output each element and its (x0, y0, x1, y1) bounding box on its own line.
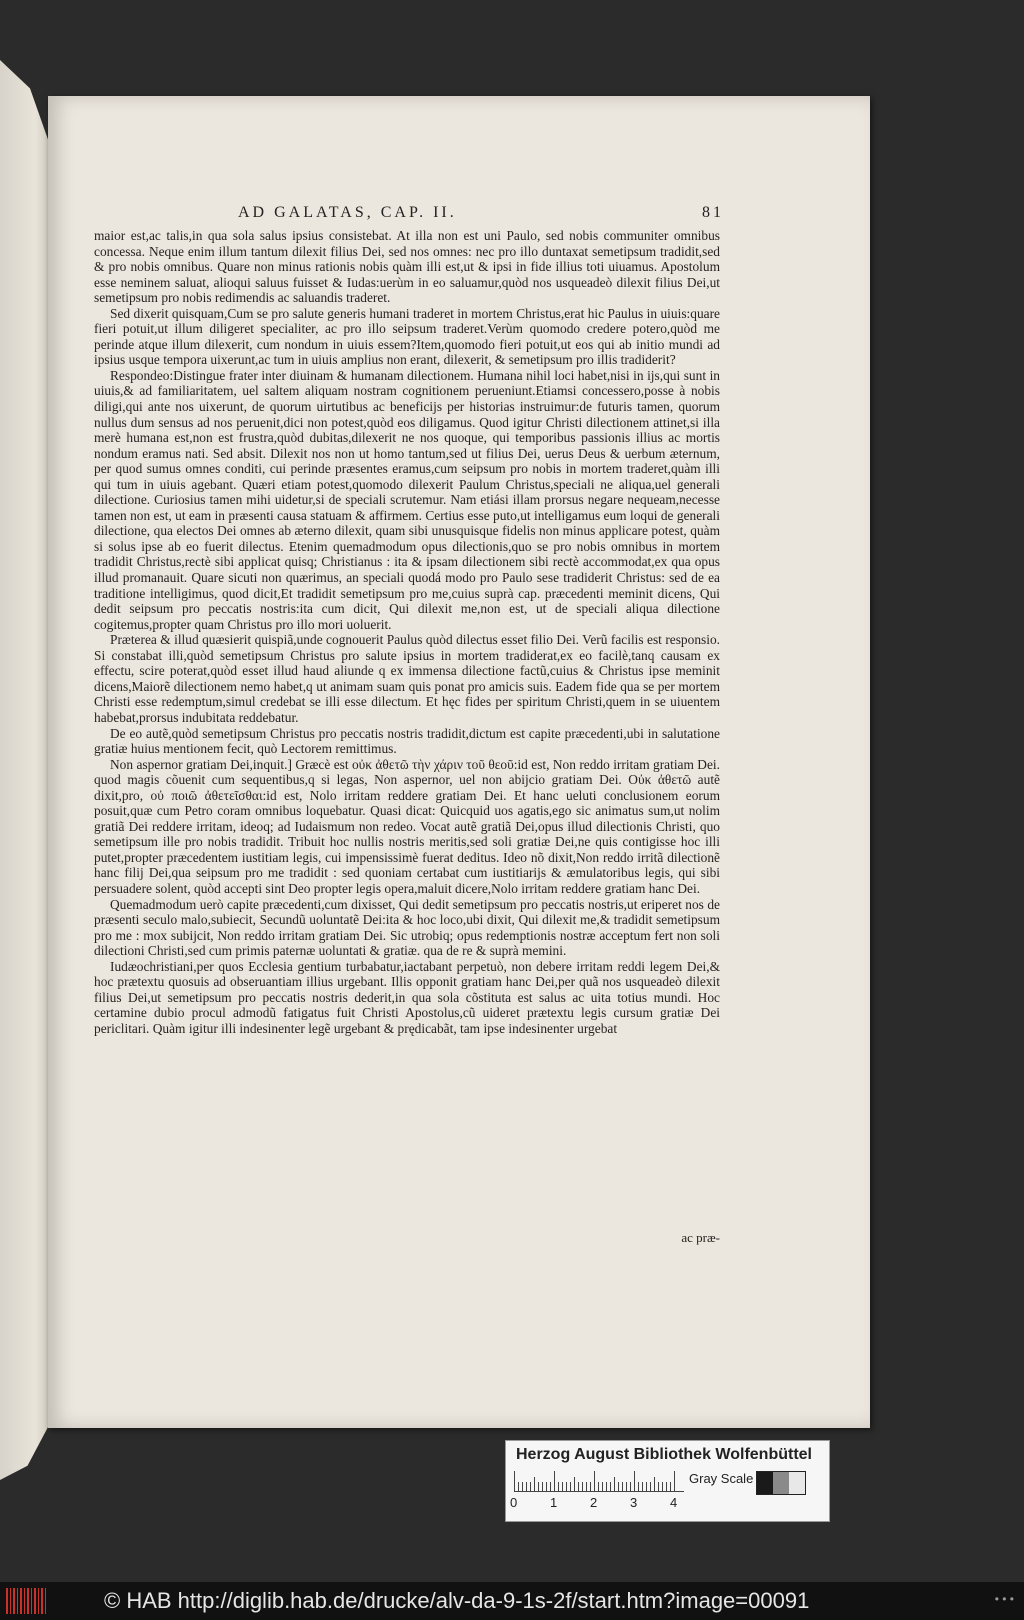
copyright-url[interactable]: © HAB http://diglib.hab.de/drucke/alv-da-9-1s-2f/start.htm?image=00091 (104, 1588, 810, 1613)
ruler-tick (658, 1482, 659, 1491)
ruler-tick (602, 1482, 603, 1491)
ruler-tick (670, 1482, 671, 1491)
ruler-tick (626, 1482, 627, 1491)
ruler-tick (518, 1482, 519, 1491)
footer-dots: • • • (994, 1592, 1014, 1606)
gray-scale-label: Gray Scale (689, 1471, 754, 1486)
footer-bar (0, 1582, 1024, 1620)
ruler-tick (666, 1482, 667, 1491)
ruler-tick (562, 1482, 563, 1491)
ruler-tick (514, 1471, 515, 1491)
paragraph: Non aspernor gratiam Dei,inquit.] Græcè est οὐκ ἀθετῶ τὴν χάριν τοῦ θεοῦ:id est, Non reddo irritam gratiam Dei. quod magis cõuenit cum sequentibus,q si legas, Non aspernor, uel non abijcio gratiam Dei. Οὐκ ἀθετῶ autẽ dixit,pro, οὐ ποιῶ ἀθετεῖσθαι:id est, Nolo irritam reddere gratiam Dei. Et hanc ueluti conclusionem eorum posuit,quæ cum Petro coram omnibus loquebatur. Quasi dicat: Quicquid uos agatis,ego sic animatus sum,ut nolim gratiã Dei reddere irritam, ideoq; ad Iudaismum non redeo. Vocat autẽ gratiã Dei,opus illud dilectionis Christi, quo semetipsum ille pro nobis tradidit. Tribuit hoc nullis nostris meritis,sed soli gratiæ Dei,ne quis contigisse hoc illi putet,propter præcedentem iustitiam legis, cui impensissimè fuerat deditus. Ideo nõ dixit,Non reddo irritã dilectionẽ hanc filij Dei,qua seipsum pro me tradidit : sed quoniam certabat cum iustitiarijs & æmulatoribus legis, qui sibi persuadere solent, quòd accepti sint Deo propter legis opera,maluit dicere,Nolo irritam reddere gratiam hanc Dei. (94, 756, 720, 896)
paragraph: Quemadmodum uerò capite præcedenti,cum dixisset, Qui dedit semetipsum pro peccatis nostris,ut eriperet nos de præsenti seculo malo,subiecit, Secundũ uoluntatẽ Dei:ita & hoc loco,ubi dixit, Qui dilexit me,& tradidit semetipsum pro me : mox subijcit, Non reddo irritam gratiam Dei. Sic utrobiq; opus redemptionis nostræ acceptum fert non soli dilectioni Christi,sed cum primis paternæ uoluntati & gratiæ. qua de re & suprà memini. (94, 896, 720, 959)
ruler-tick (526, 1482, 527, 1491)
paragraph: maior est,ac talis,in qua sola salus ipsius consistebat. At illa non est uni Paulo, sed nobis communiter omnibus concessa. Neque enim illum tantum dilexit filius Dei, sed nos omnes: nec pro illo duntaxat semetipsum tradidit,sed & pro nobis omnibus. Quare non minus rationis nobis quàm illi est,ut & ipsi in fide illius toti uiuamus. Apostolum esse neminem saluat, alioqui saluus fuisset & Iudas:uerùm in eo saluamur,quòd nos usqueadeò dilexit filius Dei,ut semetipsum pro nobis redimendis ac saluandis traderet. (94, 228, 720, 306)
ruler-tick (674, 1471, 675, 1491)
ruler-tick (642, 1482, 643, 1491)
ruler-tick (530, 1482, 531, 1491)
ruler-number: 1 (550, 1495, 558, 1510)
library-name: Herzog August Bibliothek Wolfenbüttel (516, 1446, 812, 1463)
ruler-tick (534, 1477, 535, 1491)
ruler-tick (610, 1482, 611, 1491)
paragraph: De eo autẽ,quòd semetipsum Christus pro peccatis nostris tradidit,dictum est capite præcedenti,ubi in salutatione gratiæ huius mentionem fecit, quò Lectorem remittimus. (94, 725, 720, 757)
ruler-tick (662, 1482, 663, 1491)
ruler-tick (598, 1482, 599, 1491)
ruler-number: 2 (590, 1495, 598, 1510)
folio-number: 81 (702, 204, 724, 221)
ruler-tick (542, 1482, 543, 1491)
ruler-tick (558, 1482, 559, 1491)
ruler-tick (586, 1482, 587, 1491)
ruler-tick (570, 1482, 571, 1491)
gray-swatch-light (789, 1472, 805, 1494)
ruler-tick (638, 1482, 639, 1491)
ruler-tick (634, 1471, 635, 1491)
ruler-tick (630, 1482, 631, 1491)
ruler-tick (574, 1477, 575, 1491)
ruler-tick (566, 1482, 567, 1491)
ruler-tick (590, 1482, 591, 1491)
ruler-tick (538, 1482, 539, 1491)
ruler-tick (554, 1471, 555, 1491)
ruler-tick (618, 1482, 619, 1491)
color-scale-card (505, 1440, 830, 1522)
ruler-tick (546, 1482, 547, 1491)
ruler-tick (594, 1471, 595, 1491)
gray-scale-swatches (756, 1471, 806, 1495)
ruler-number: 3 (630, 1495, 638, 1510)
book-page (48, 96, 870, 1428)
paragraph: Iudæochristiani,per quos Ecclesia gentium turbabatur,iactabant perpetuò, non debere irritam reddi legem Dei,& hoc prætextu quosuis ad obseruantiam illius urgebant. Illis opponit gratiam hanc Dei,per quã nos usqueadeò dilexit filius Dei,ut semetipsum pro peccatis nostris dederit,in qua sola cõstituta est salus ac uita totius mundi. Hoc certamine dubio procul admodũ fatigatus fuit Christi Apostolus,cũ uideret prætextu legis cursum gratiæ Dei periclitari. Quàm igitur illi indesinenter legẽ urgebant & prędicabãt, tam ipse indesinenter urgebat (94, 958, 720, 1036)
ruler-tick (646, 1482, 647, 1491)
ruler-tick (650, 1482, 651, 1491)
ruler-number: 4 (670, 1495, 678, 1510)
ruler-tick (550, 1482, 551, 1491)
ruler-tick (606, 1482, 607, 1491)
running-title: AD GALATAS, CAP. II. (238, 204, 457, 221)
hab-logo-icon (6, 1588, 46, 1614)
ruler-tick (522, 1482, 523, 1491)
ruler-tick (622, 1482, 623, 1491)
paragraph: Præterea & illud quæsierit quispiã,unde cognouerit Paulus quòd dilectus esset filio Dei. Verũ facilis est responsio. Si constabat illi,quòd semetipsum Christus pro salute ipsius in mortem tradiderat,ex eo facilè,tanq causam ex effectu, scire poterat,quòd esset illud haud aliunde q ex immensa dilectione factũ,cuius & Christus ipse meminit dicens,Maiorẽ dilectionem nemo habet,q ut animam suam quis ponat pro amicis suis. Eadem fide qua se per mortem Christi esse redemptum,simul credebat se illi esse dilectum. Et hęc fides per spiritum Christi,quem in se uiuentem habebat,prorsus indubitata reddebatur. (94, 632, 720, 725)
facing-page-edge (0, 60, 50, 1480)
ruler-tick (578, 1482, 579, 1491)
catchword: ac præ- (681, 1230, 720, 1245)
ruler-tick (582, 1482, 583, 1491)
ruler-number: 0 (510, 1495, 518, 1510)
ruler (514, 1469, 684, 1492)
paragraph: Respondeo:Distingue frater inter diuinam & humanam dilectionem. Humana nihil loci habet,nisi in ijs,qui sunt in uiuis,& ad familiaritatem, uel saltem aliquam nostram cognitionem perueniunt.Etiamsi concessero,posse à nobis diligi,qui ante nos uixerunt, de quorum uirtutibus ac beneficijs per historias instruimur:de futuris tamen, quorum nullus dum sensus ad nos peruenit,dici non potest,quòd eos diligamus. Quod igitur Christi dilectionem attinet,si illa merè humana est,non est frustra,quòd dubitas,dilexerit ne nos quoque, qui temporibus passionis illius ac mortis nondum eramus nati. Sed absit. Dilexit nos non ut homo tantum,sed ut filius Dei, uerus Deus & uerbum æternum, per quod sumus omnes conditi, cui perinde præsentes eramus,cum seipsum pro nobis in mortem traderet,quàm illi qui tum in uiuis agebant. Quæri etiam potest,quomodo dilexerit Paulum Christus,speciali ne aliqua,uel generali dilectione. Curiosius tamen mihi uidetur,si de speciali scrutemur. Nam etiási illam prorsus negare nequeam,necesse tamen non est, ut eam in præsenti causa statuam & affirmem. Certius esse puto,ut intelligamus eum loqui de generali dilectione, qua electos Dei omnes ab æterno dilexit, quam sibi unusquisque fidelis non minus applicare potest, quàm si solus ipse ab eo fuerit dilectus. Etenim quemadmodum opus dilectionis,quo se pro nobis omnibus in mortem tradidit Christus,rectè sibi applicat quisq; Christianus : ita & ipsam dilectionem sibi rectè accommodat,ex qua opus illud promanauit. Quare sicuti non quærimus, an speciali quodá modo pro Paulo sese tradiderit Christus: sed de ea traditione intelligimus, quod dicit,Et tradidit semetipsum pro me,cuius suprà cap. præcedenti meminit dicens, Qui dedit seipsum pro peccatis nostris:ita cum dicit, Qui dilexit me,non est, ut de speciali aliqua dilectione cogitemus,propter quam Christus pro illo mori uoluerit. (94, 367, 720, 632)
gray-swatch-mid (773, 1472, 789, 1494)
running-header (238, 204, 724, 222)
ruler-tick (614, 1477, 615, 1491)
paragraph: Sed dixerit quisquam,Cum se pro salute generis humani traderet in mortem Christus,erat hic Paulus in uiuis:quare fieri potuit,ut illum diligeret specialiter, ac pro illo seipsum traderet.Verùm quomodo credere potero,quòd me perinde atque illum dilexerit, cum nondum in uiuis essem?Item,quomodo fieri potuit,ut eos qui ab initio mundi ad ipsius usque tempora uixerunt,ac tum in uiuis amplius non erant, dilexerit, & semetipsum pro illis tradiderit? (94, 305, 720, 368)
body-text (94, 228, 720, 1036)
gray-swatch-dark (757, 1472, 773, 1494)
ruler-tick (654, 1477, 655, 1491)
